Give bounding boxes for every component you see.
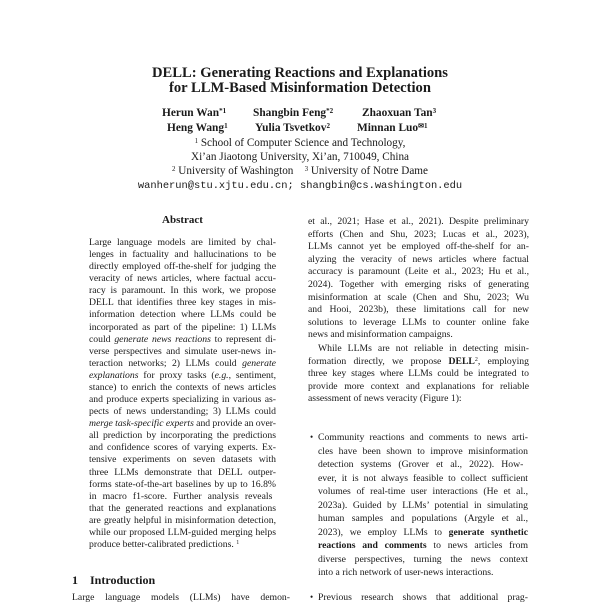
text-line — [89, 515, 276, 526]
text-segment: to news articles from — [426, 540, 528, 551]
author-name: Heng Wang — [167, 122, 225, 134]
text-segment: While LLMs are not reliable in detecting misin- — [318, 343, 529, 354]
affiliation-text: School of Computer Science and Technology, — [200, 137, 406, 149]
author-affiliation-mark: 3 — [432, 106, 437, 115]
text-segment: accuracy is paramount (Leite et al., 2023; Hu et al., — [308, 266, 529, 278]
text-segment: formation directly, we propose — [308, 355, 449, 367]
section-title: Introduction — [90, 573, 156, 587]
text-segment: , sentiment, — [228, 369, 276, 381]
bullet-marker: • — [310, 432, 314, 442]
section-heading-introduction — [72, 573, 155, 587]
text-line — [89, 491, 276, 502]
text-segment: detection systems (Grover et al., 2022). How- — [318, 459, 524, 470]
italic-text: e.g. — [214, 369, 229, 381]
text-line — [318, 540, 528, 551]
bold-text: DELL — [448, 355, 475, 367]
text-segment: 2023), we employ LLMs to — [318, 526, 449, 538]
text-segment: while our proposed LLM-guided merging helps — [89, 526, 276, 538]
text-line — [89, 527, 276, 538]
bold-text: generate synthetic — [448, 526, 528, 538]
paper-title-line-1: DELL: Generating Reactions and Explanations — [152, 65, 448, 81]
bullet-2-first-line: Previous research shows that additional prag- — [318, 592, 528, 603]
text-segment: and provide an over- — [193, 418, 276, 430]
text-segment: and confidence scores of varying experts. Ex- — [89, 442, 276, 454]
text-segment: into a rich network of user-news interactions. — [318, 567, 494, 578]
text-segment: et al., 2021; Hase et al., 2021). Despite preliminary — [308, 216, 529, 227]
text-segment: tensive experiments on seven datasets with — [89, 454, 276, 466]
text-segment: cles have been shown to improve misinformation — [318, 445, 528, 457]
text-line — [308, 266, 529, 277]
text-segment: that the generated reactions and explanations — [89, 502, 276, 514]
affiliation-2-3 — [0, 165, 600, 177]
affiliation-text: University of Washington — [178, 165, 294, 177]
text-line — [89, 309, 276, 320]
text-segment: , employing — [477, 355, 529, 367]
text-segment: could — [89, 333, 115, 345]
text-line — [89, 479, 276, 490]
text-segment: are greatly helpful in misinformation detection, — [89, 514, 276, 526]
text-segment: stance) to enrich the contexts of news articles — [89, 381, 276, 393]
text-line — [89, 394, 276, 405]
text-segment: ever, it is not always feasible to collect sufficient — [318, 472, 528, 484]
text-segment: efforts (Chen and Shu, 2023; Lucas et al., 2023), — [308, 228, 529, 240]
text-line — [89, 406, 276, 417]
author-emails: wanherun@stu.xjtu.edu.cn; shangbin@cs.washington.edu — [137, 180, 463, 192]
text-segment: all prediction by incorporating the predictions — [89, 430, 276, 442]
bullet-marker: • — [310, 592, 314, 602]
text-line — [318, 567, 528, 578]
affiliation-1-line-1 — [0, 137, 600, 149]
footnote-mark[interactable]: 2 — [474, 356, 478, 363]
text-segment: 2023a). Guided by LLMs’ potential in simulating — [318, 499, 528, 511]
text-line — [308, 279, 529, 290]
affiliation-mark: 3 — [304, 164, 309, 173]
text-line — [89, 370, 276, 381]
text-line — [89, 285, 276, 296]
author-name: Yulia Tsvetkov — [255, 122, 327, 134]
text-line — [89, 346, 276, 357]
text-line — [318, 500, 528, 511]
text-segment: human samples and populations (Argyle et al., — [318, 513, 528, 524]
text-line — [308, 216, 529, 227]
intro-first-line: Large language models (LLMs) have demon- — [72, 592, 290, 603]
text-segment: forms state-of-the-art baselines by up to 16.8% — [89, 478, 276, 490]
affiliation-mark: 1 — [194, 136, 199, 145]
text-segment: to represent di- — [210, 333, 276, 345]
author-name: Shangbin Feng — [253, 107, 327, 119]
text-line — [89, 273, 276, 284]
text-line — [318, 446, 528, 457]
text-segment: and produce experts specializing in various as- — [89, 394, 276, 406]
text-line — [308, 356, 529, 367]
text-line — [89, 322, 276, 333]
author-affiliation-mark: *1 — [219, 106, 227, 115]
footnote-mark[interactable]: 1 — [236, 540, 240, 547]
paper-title-line-2: for LLM-Based Misinformation Detection — [169, 80, 431, 96]
author-name: Minnan Luo — [357, 122, 419, 134]
text-line — [89, 261, 276, 272]
text-segment: directly employed off-the-shelf for judging the — [89, 261, 276, 273]
text-line — [318, 473, 528, 484]
abstract-heading: Abstract — [162, 214, 203, 226]
text-segment: volumes of real-time user interactions (He et al., — [318, 486, 528, 497]
text-segment: and Hooi, 2023b), these limitations call for new — [308, 304, 529, 316]
bold-text: reactions and comments — [318, 540, 427, 551]
author-affiliation-mark: 1 — [224, 121, 228, 130]
text-line — [89, 297, 276, 308]
text-line — [89, 334, 276, 345]
text-segment: three LLMs demonstrate that DELL outper- — [89, 466, 276, 478]
text-line — [318, 527, 528, 538]
text-line — [308, 292, 529, 303]
text-segment: produce better-calibrated predictions. — [89, 539, 237, 550]
text-line — [89, 442, 276, 453]
text-line — [89, 503, 276, 514]
text-line — [308, 304, 529, 315]
affiliation-mark: 2 — [172, 164, 176, 173]
text-segment: LLMs cannot yet be employed off-the-shelf for an- — [308, 241, 529, 253]
text-line — [308, 317, 529, 328]
text-line — [89, 382, 276, 393]
text-segment: pects of news understanding; 3) LLMs could — [89, 406, 276, 418]
text-segment: provide more context and explanations for reliable — [308, 380, 529, 392]
author-affiliation-mark: 2 — [326, 121, 330, 130]
author — [167, 122, 228, 135]
text-segment: verse perspectives and simulate user-news in- — [89, 345, 276, 357]
author-name: Herun Wan — [162, 107, 220, 119]
author — [162, 107, 226, 120]
author-affiliation-mark: *2 — [326, 106, 334, 115]
text-segment: misinformation at scale (Chen and Shu, 2023; Wu — [308, 291, 529, 303]
text-segment: in macro f1-score. Further analysis reveals — [89, 490, 273, 502]
text-line — [89, 430, 276, 441]
text-segment: for proxy tasks ( — [138, 369, 215, 381]
text-line — [89, 358, 276, 369]
author — [362, 107, 436, 120]
text-line — [308, 393, 529, 404]
text-line — [318, 432, 528, 443]
author-name: Zhaoxuan Tan — [362, 107, 433, 119]
text-segment: diverse perspectives, turning the news context — [318, 553, 528, 565]
text-line — [89, 467, 276, 478]
affiliation-1-line-2: Xi’an Jiaotong University, Xi’an, 710049, China — [190, 151, 410, 163]
text-line — [318, 486, 528, 497]
italic-text: merge task-specific experts — [89, 418, 194, 430]
text-line — [89, 539, 276, 550]
affiliation-text: University of Notre Dame — [310, 165, 428, 177]
text-line — [308, 368, 529, 379]
text-line — [308, 254, 529, 265]
text-segment: lenges in factuality and hallucinations to be — [89, 249, 276, 261]
text-segment: DELL that identifies three key stages in mis- — [89, 297, 276, 309]
text-segment: 2024). Together with emerging risks of generating — [308, 279, 529, 290]
italic-text: generate news reactions — [114, 333, 211, 345]
text-segment: news and misinformation campaigns. — [308, 329, 453, 341]
text-segment: racy is paramount. In this work, we propose — [89, 285, 276, 297]
text-line — [318, 513, 528, 524]
text-segment: assessment of news veracity (Figure 1): — [308, 393, 462, 405]
text-segment: Community reactions and comments to news arti- — [318, 432, 528, 443]
text-line — [308, 381, 529, 392]
text-line — [308, 329, 529, 340]
italic-text: generate — [242, 357, 276, 369]
author — [357, 122, 428, 135]
text-segment: three key stages where LLMs could be integrated to — [308, 368, 529, 380]
italic-text: explanations — [89, 369, 139, 381]
text-segment: teraction networks; 2) LLMs could — [89, 357, 243, 369]
text-line — [89, 249, 276, 260]
text-line — [318, 343, 529, 354]
author — [253, 107, 333, 120]
author — [255, 122, 330, 135]
text-line — [318, 459, 528, 470]
text-segment: information detection where LLMs could be — [89, 309, 276, 321]
text-line — [308, 241, 529, 252]
text-line — [89, 418, 276, 429]
text-segment: Large language models are limited by chal- — [89, 237, 276, 248]
section-number: 1 — [72, 573, 78, 587]
text-segment: veracity of news articles, where factual accu- — [89, 273, 276, 285]
text-line — [89, 454, 276, 465]
text-segment: alyzing the veracity of news articles where factual — [308, 253, 529, 265]
text-segment: incorporated as part of the pipeline: 1) LLMs — [89, 321, 276, 333]
text-line — [308, 229, 529, 240]
text-line — [89, 237, 276, 248]
text-line — [318, 554, 528, 565]
text-segment: solutions to leverage LLMs to counter online fake — [308, 316, 529, 328]
author-affiliation-mark: ✉1 — [418, 121, 428, 130]
